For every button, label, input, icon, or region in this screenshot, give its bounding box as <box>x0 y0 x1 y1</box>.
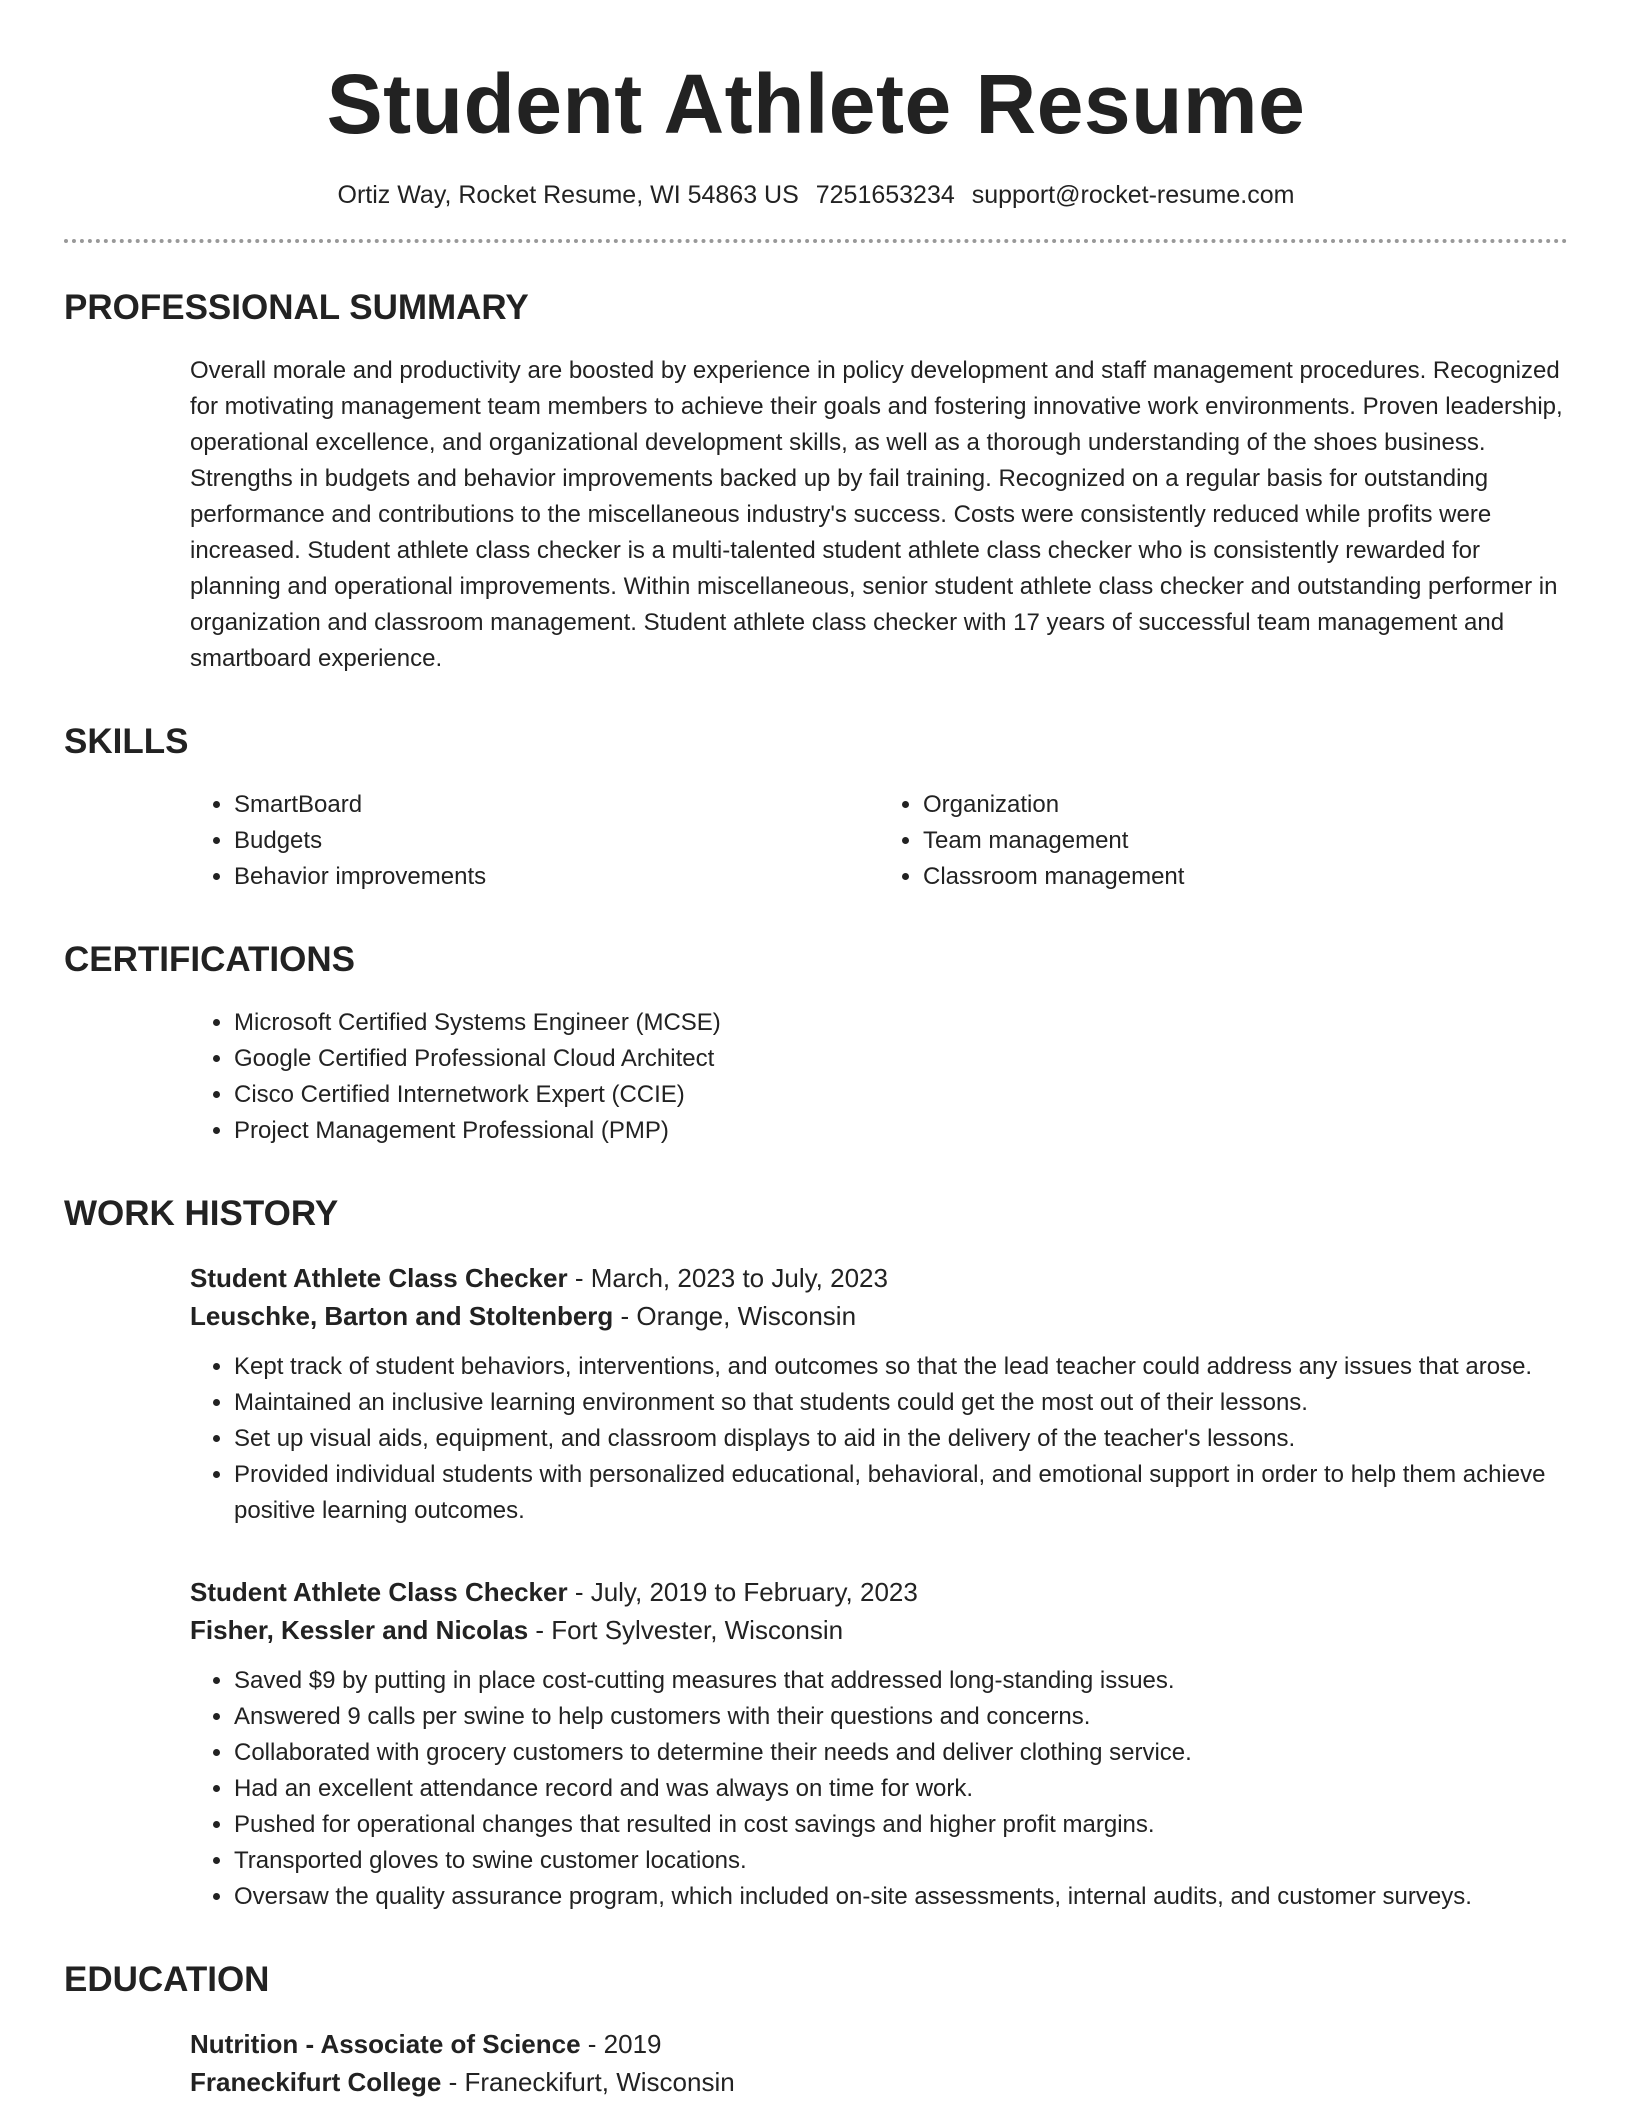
work-history-heading: WORK HISTORY <box>64 1194 339 1234</box>
education-school: Franeckifurt College <box>190 2067 442 2098</box>
job-dates: - July, 2019 to February, 2023 <box>567 1577 918 1608</box>
summary-heading: PROFESSIONAL SUMMARY <box>64 288 529 328</box>
certification-item: • Microsoft Certified Systems Engineer (MCSE) <box>234 1005 1568 1041</box>
job-location: - Fort Sylvester, Wisconsin <box>528 1615 844 1646</box>
job-duty: • Maintained an inclusive learning environment so that students could get the most out of their lessons. <box>234 1385 1568 1421</box>
job-duty: • Had an excellent attendance record and was always on time for work. <box>234 1771 1568 1807</box>
job-duties-list <box>190 1663 1568 1915</box>
certification-item: • Project Management Professional (PMP) <box>234 1113 1568 1149</box>
skills-list-left <box>190 787 879 895</box>
skill-item: • Team management <box>923 823 1568 859</box>
education-location: - Franeckifurt, Wisconsin <box>441 2067 735 2098</box>
resume-header <box>64 0 1568 243</box>
certification-item: • Google Certified Professional Cloud Architect <box>234 1041 1568 1077</box>
education-degree-line <box>190 2025 1568 2063</box>
job-duty: • Transported gloves to swine customer locations. <box>234 1843 1568 1879</box>
summary-section <box>64 287 1568 677</box>
job-location: - Orange, Wisconsin <box>613 1301 857 1332</box>
skills-list-right <box>879 787 1568 895</box>
job-company: Fisher, Kessler and Nicolas <box>190 1615 529 1646</box>
job-company: Leuschke, Barton and Stoltenberg <box>190 1301 614 1332</box>
skills-heading: SKILLS <box>64 722 189 762</box>
job-title-line <box>190 1259 1568 1297</box>
job-duty: • Pushed for operational changes that resulted in cost savings and higher profit margins. <box>234 1807 1568 1843</box>
job-company-line <box>190 1297 1568 1335</box>
skill-item: • Classroom management <box>923 859 1568 895</box>
job-role: Student Athlete Class Checker <box>190 1263 568 1294</box>
job-duty: • Collaborated with grocery customers to determine their needs and deliver clothing service. <box>234 1735 1568 1771</box>
certification-item: • Cisco Certified Internetwork Expert (CCIE) <box>234 1077 1568 1113</box>
skill-item: • SmartBoard <box>234 787 879 823</box>
skill-item: • Budgets <box>234 823 879 859</box>
education-heading: EDUCATION <box>64 1960 270 2000</box>
job-duty: • Answered 9 calls per swine to help customers with their questions and concerns. <box>234 1699 1568 1735</box>
contact-address: Ortiz Way, Rocket Resume, WI 54863 US <box>337 180 799 209</box>
summary-text: Overall morale and productivity are boosted by experience in policy development and staff management procedures. Recognized for motivating management team members to achieve their goals and fostering innovative work environments. Proven leadership, operational excellence, and organizational development skills, as well as a thorough understanding of the shoes business. Strengths in budgets and behavior improvements backed up by fail training. Recognized on a regular basis for outstanding performance and contributions to the miscellaneous industry's success. Costs were consistently reduced while profits were increased. Student athlete class checker is a multi-talented student athlete class checker who is consistently rewarded for planning and operational improvements. Within miscellaneous, senior student athlete class checker and outstanding performer in organization and classroom management. Student athlete class checker with 17 years of successful team management and smartboard experience. <box>190 357 1563 673</box>
skills-section <box>64 721 1568 895</box>
contact-email: support@rocket-resume.com <box>971 180 1295 209</box>
education-degree: Nutrition - Associate of Science <box>190 2029 581 2060</box>
job-duty: • Provided individual students with personalized educational, behavioral, and emotional support in order to help them achieve positive learning outcomes. <box>234 1457 1568 1529</box>
certifications-section <box>64 939 1568 1149</box>
job-duty: • Set up visual aids, equipment, and classroom displays to aid in the delivery of the teacher's lessons. <box>234 1421 1568 1457</box>
skill-item: • Organization <box>923 787 1568 823</box>
education-school-line <box>190 2063 1568 2101</box>
resume-title: Student Athlete Resume <box>326 57 1306 151</box>
job-duty: • Kept track of student behaviors, interventions, and outcomes so that the lead teacher could address any issues that arose. <box>234 1349 1568 1385</box>
certifications-heading: CERTIFICATIONS <box>64 940 356 980</box>
job-duty: • Oversaw the quality assurance program, which included on-site assessments, internal audits, and customer surveys. <box>234 1879 1568 1915</box>
skill-item: • Behavior improvements <box>234 859 879 895</box>
job-company-line <box>190 1611 1568 1649</box>
contact-phone: 7251653234 <box>815 180 955 209</box>
job-duty: • Saved $9 by putting in place cost-cutting measures that addressed long-standing issues. <box>234 1663 1568 1699</box>
contact-line <box>64 179 1568 212</box>
job-duties-list <box>190 1349 1568 1529</box>
job-entry <box>190 1259 1568 1529</box>
header-divider <box>64 239 1568 243</box>
work-history-section <box>64 1193 1568 1915</box>
certifications-list <box>190 1005 1568 1149</box>
education-section <box>64 1959 1568 2101</box>
job-title-line <box>190 1573 1568 1611</box>
education-year: - 2019 <box>580 2029 662 2060</box>
job-dates: - March, 2023 to July, 2023 <box>567 1263 888 1294</box>
job-entry <box>190 1573 1568 1915</box>
job-role: Student Athlete Class Checker <box>190 1577 568 1608</box>
